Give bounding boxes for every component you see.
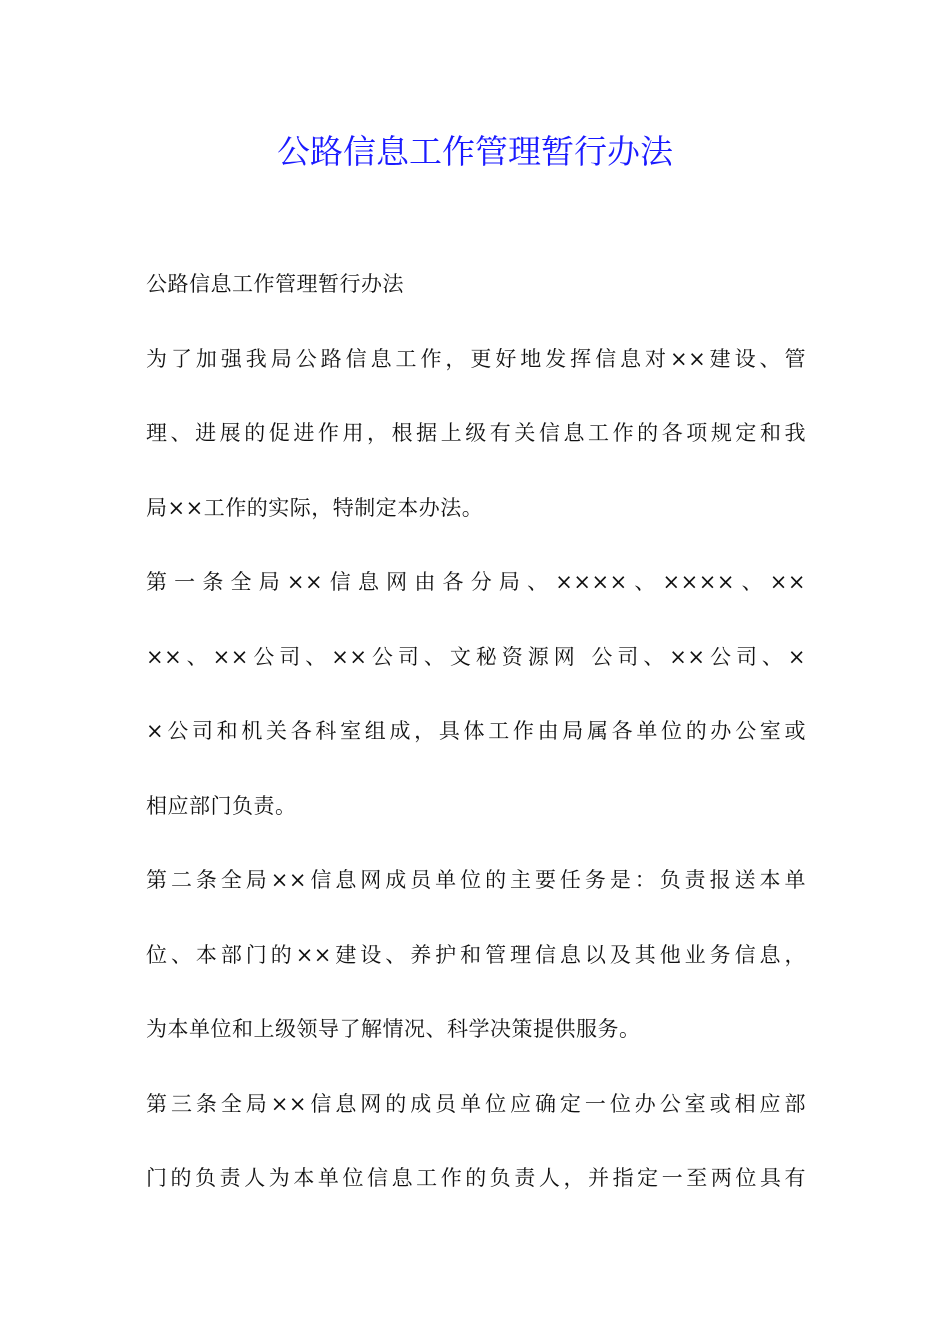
body-line: 第二条全局××信息网成员单位的主要任务是：负责报送本单 [146, 868, 806, 892]
body-line: ××、××公司、××公司、文秘资源网 公司、××公司、× [146, 644, 806, 669]
body-line: 第一条全局××信息网由各分局、××××、××××、×× [146, 570, 806, 594]
document-title: 公路信息工作管理暂行办法 [277, 132, 673, 171]
body-line: 局××工作的实际，特制定本办法。 [146, 495, 484, 520]
body-line: 为本单位和上级领导了解情况、科学决策提供服务。 [146, 1017, 641, 1041]
body-line: ×公司和机关各科室组成，具体工作由局属各单位的办公室或 [146, 719, 806, 743]
body-line-subtitle: 公路信息工作管理暂行办法 [146, 272, 404, 296]
body-line: 位、本部门的××建设、养护和管理信息以及其他业务信息， [146, 942, 806, 967]
body-line: 相应部门负责。 [146, 793, 297, 818]
document-body [146, 262, 806, 1231]
body-line: 为了加强我局公路信息工作，更好地发挥信息对××建设、管 [146, 346, 806, 371]
body-line: 理、进展的促进作用，根据上级有关信息工作的各项规定和我 [146, 421, 806, 445]
body-line: 门的负责人为本单位信息工作的负责人，并指定一至两位具有 [146, 1166, 806, 1190]
body-line: 第三条全局××信息网的成员单位应确定一位办公室或相应部 [146, 1091, 806, 1116]
